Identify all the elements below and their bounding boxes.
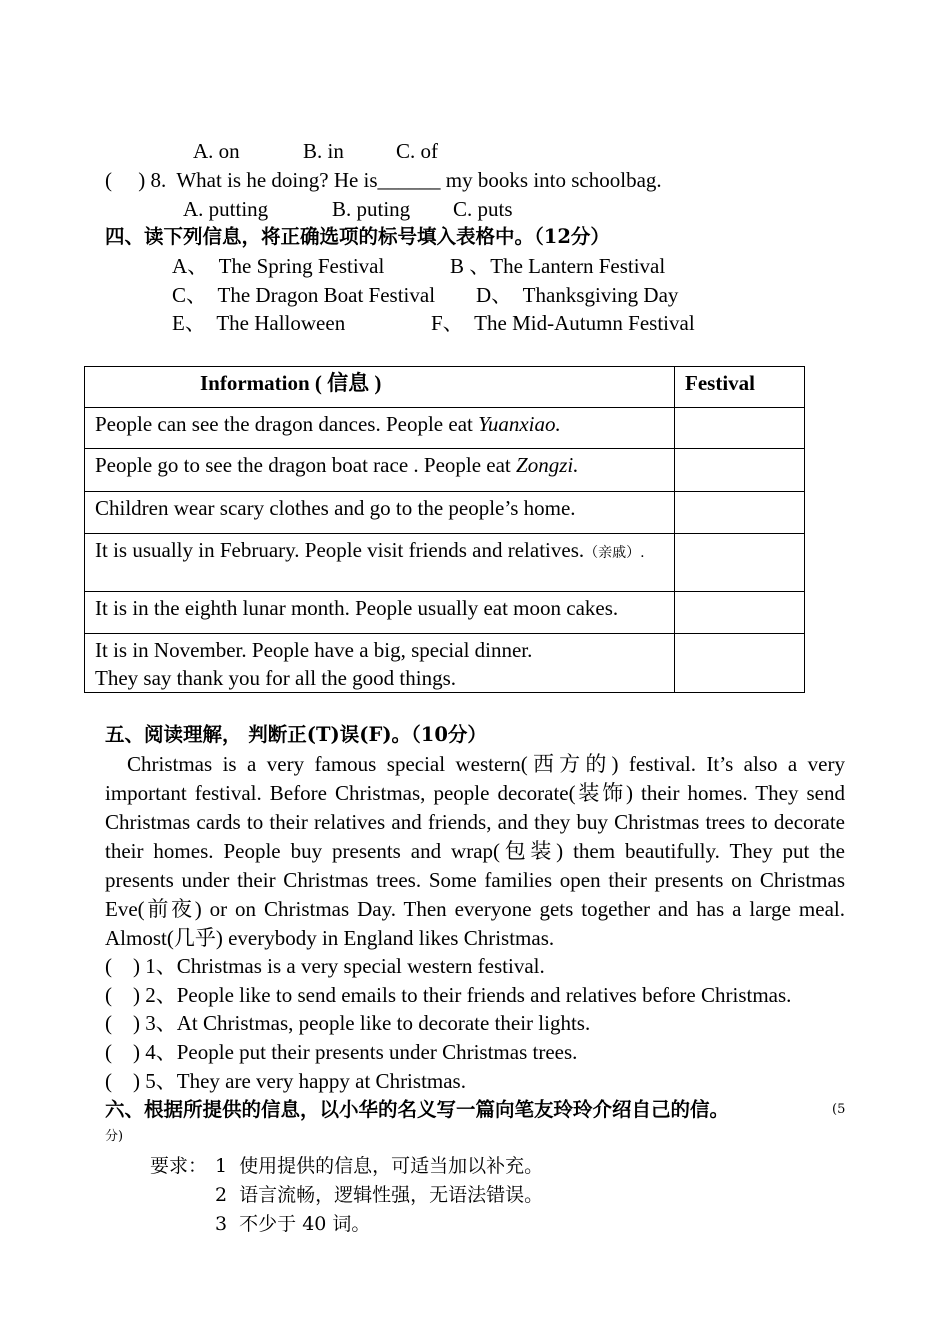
statement-4: ( ) 4、People put their presents under Christmas trees.	[105, 1040, 578, 1064]
option-d: D、 Thanksgiving Day	[476, 283, 679, 307]
option-b: B 、The Lantern Festival	[450, 254, 666, 278]
q8-option-c: C. puts	[453, 197, 513, 221]
table-row: It is in the eighth lunar month. People usually eat moon cakes.	[85, 592, 805, 634]
answer-cell[interactable]	[675, 634, 805, 693]
option-a: A、 The Spring Festival	[172, 254, 385, 278]
section6-points-b: 分)	[105, 1129, 124, 1144]
statement-3: ( ) 3、At Christmas, people like to decorate their lights.	[105, 1011, 591, 1035]
section6-points-a: (5	[832, 1102, 846, 1117]
section4-heading: 四、读下列信息，将正确选项的标号填入表格中。（12分）	[105, 225, 610, 248]
section5-heading: 五、阅读理解， 判断正(T)误(F)。（10分）	[105, 723, 487, 746]
q7-option-c: C. of	[396, 139, 438, 163]
header-information: Information ( 信息 )	[85, 367, 675, 408]
requirement-3: 3 不少于 40 词。	[215, 1213, 371, 1235]
statement-1: ( ) 1、Christmas is a very special western festival.	[105, 954, 545, 978]
table-row: People can see the dragon dances. People eat Yuanxiao.	[85, 408, 805, 449]
table-row: It is in November. People have a big, special dinner. They say thank you for all the good things.	[85, 634, 805, 693]
q7-option-b: B. in	[303, 139, 344, 163]
header-festival: Festival	[675, 367, 805, 408]
q7-option-a: A. on	[193, 139, 240, 163]
festival-table	[84, 366, 805, 693]
q8-option-b: B. puting	[332, 197, 411, 221]
answer-cell[interactable]	[675, 492, 805, 534]
requirement-2: 2 语言流畅，逻辑性强，无语法错误。	[215, 1184, 544, 1206]
q8-question: ( ) 8. What is he doing? He is______ my books into schoolbag.	[105, 168, 662, 192]
statement-5: ( ) 5、They are very happy at Christmas.	[105, 1069, 466, 1093]
answer-cell[interactable]	[675, 534, 805, 592]
section6-heading: 六、根据所提供的信息，以小华的名义写一篇向笔友玲玲介绍自己的信。	[105, 1098, 730, 1121]
option-f: F、 The Mid-Autumn Festival	[431, 311, 695, 335]
table-row: It is usually in February. People visit friends and relatives.（亲戚）.	[85, 534, 805, 592]
reading-passage: Christmas is a very famous special western(西方的) festival. It’s also a very important festival. Before Christmas, people decorate(装饰) their homes. They send Christmas cards to their relatives and friends, and they buy Christmas trees to decorate their homes. People buy presents and wrap(包装) them beautifully. They put the presents under their Christmas trees. Some families open their presents on Christmas Eve(前夜) or on Christmas Day. Then everyone gets together and has a large meal. Almost(几乎) everybody in England likes Christmas.	[105, 752, 845, 950]
table-row: Children wear scary clothes and go to the people’s home.	[85, 492, 805, 534]
answer-cell[interactable]	[675, 408, 805, 449]
option-c: C、 The Dragon Boat Festival	[172, 283, 436, 307]
option-e: E、 The Halloween	[172, 311, 346, 335]
table-row: People go to see the dragon boat race . People eat Zongzi.	[85, 449, 805, 492]
requirement-1: 1 使用提供的信息，可适当加以补充。	[215, 1155, 544, 1177]
statement-2: ( ) 2、People like to send emails to their friends and relatives before Christmas.	[105, 983, 792, 1007]
answer-cell[interactable]	[675, 449, 805, 492]
requirements-label: 要求：	[150, 1155, 208, 1177]
q8-option-a: A. putting	[183, 197, 269, 221]
answer-cell[interactable]	[675, 592, 805, 634]
